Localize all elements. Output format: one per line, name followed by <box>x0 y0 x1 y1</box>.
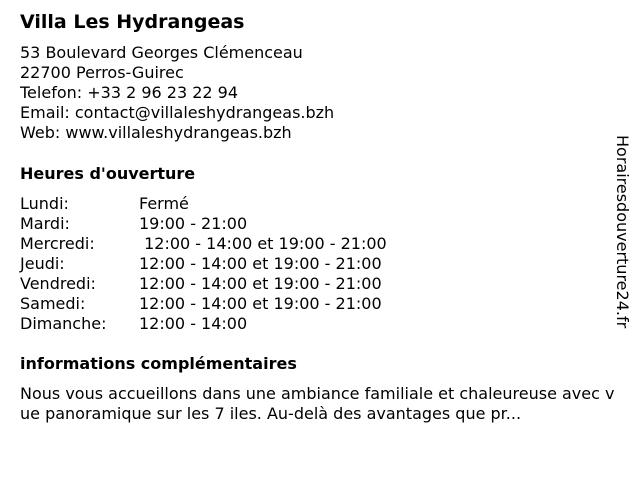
description-text: Nous vous accueillons dans une ambiance familiale et chaleureuse avec vue panoramique sur les 7 iles. Au-delà des avantages que pr... <box>20 384 615 423</box>
time-value: 12:00 - 14:00 et 19:00 - 21:00 <box>139 254 382 273</box>
day-label: Mercredi: <box>20 234 95 253</box>
email-line: Email: contact@villaleshydrangeas.bzh <box>20 103 335 122</box>
time-value: 12:00 - 14:00 et 19:00 - 21:00 <box>139 234 387 253</box>
hours-row-jeudi <box>20 254 387 274</box>
day-label: Jeudi: <box>20 254 65 273</box>
time-value: Fermé <box>139 194 189 213</box>
hours-row-mardi <box>20 214 387 234</box>
time-value: 12:00 - 14:00 et 19:00 - 21:00 <box>139 274 382 293</box>
hours-table <box>20 194 387 334</box>
time-value: 19:00 - 21:00 <box>139 214 248 233</box>
business-name: Villa Les Hydrangeas <box>20 11 245 33</box>
day-label: Lundi: <box>20 194 69 213</box>
phone-line: Telefon: +33 2 96 23 22 94 <box>20 83 239 102</box>
contact-block <box>20 43 334 143</box>
info-heading: informations complémentaires <box>20 354 297 373</box>
web-line: Web: www.villaleshydrangeas.bzh <box>20 123 292 142</box>
hours-row-vendredi <box>20 274 387 294</box>
time-value: 12:00 - 14:00 et 19:00 - 21:00 <box>139 294 382 313</box>
site-watermark: Horairesdouverture24.fr <box>613 135 632 329</box>
address-city: 22700 Perros-Guirec <box>20 63 184 82</box>
day-label: Samedi: <box>20 294 86 313</box>
day-label: Vendredi: <box>20 274 96 293</box>
hours-heading: Heures d'ouverture <box>20 164 196 183</box>
day-label: Mardi: <box>20 214 70 233</box>
hours-row-dimanche <box>20 314 387 334</box>
time-value: 12:00 - 14:00 <box>139 314 248 333</box>
hours-row-samedi <box>20 294 387 314</box>
hours-row-lundi <box>20 194 387 214</box>
day-label: Dimanche: <box>20 314 107 333</box>
hours-row-mercredi <box>20 234 387 254</box>
address-street: 53 Boulevard Georges Clémenceau <box>20 43 303 62</box>
